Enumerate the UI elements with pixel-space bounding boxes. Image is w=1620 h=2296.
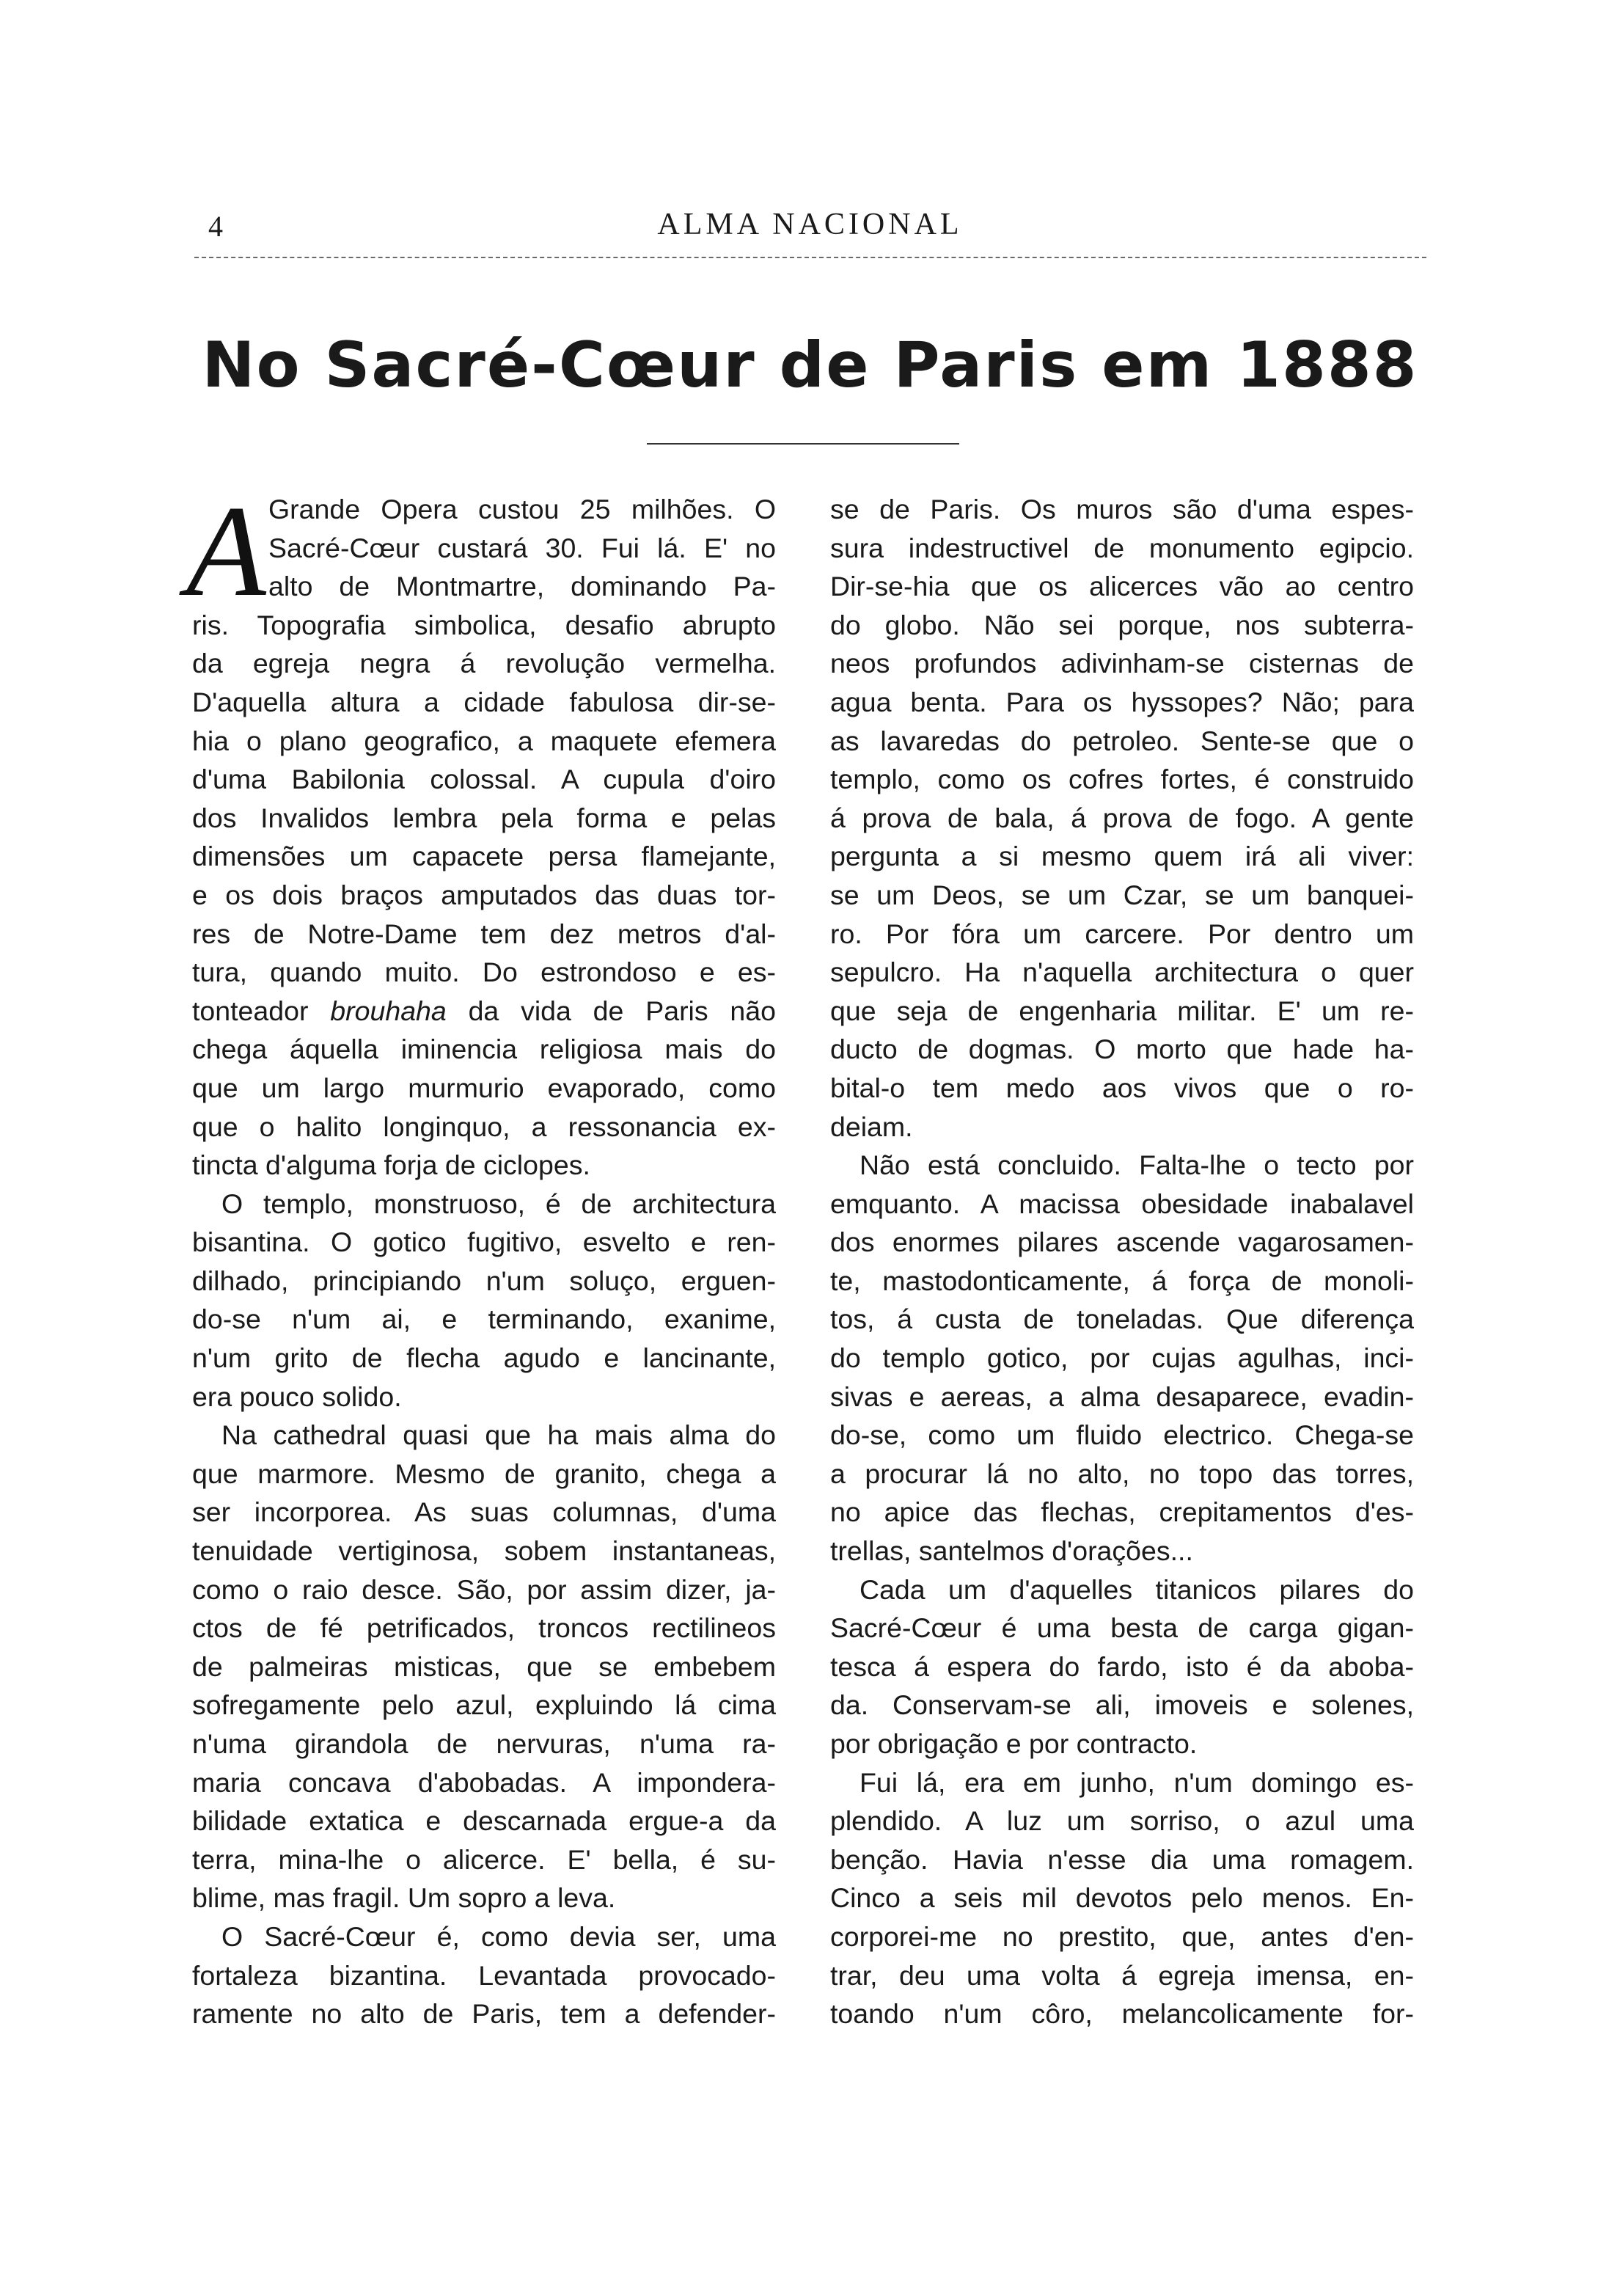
text-line: sepulcro. Ha n'aquella architectura o quer: [830, 957, 1414, 988]
text-line: Grande Opera custou 25 milhões. O: [268, 494, 776, 524]
text-line: do-se, como um fluido electrico. Chega-se: [830, 1419, 1414, 1451]
text-line: da. Conservam-se ali, imoveis e solenes,: [830, 1689, 1414, 1721]
paragraph-6: [830, 1571, 1414, 1763]
text-line: bisantina. O gotico fugitivo, esvelto e ren-: [192, 1226, 776, 1258]
text-line: ctos de fé petrificados, troncos rectilineos: [192, 1612, 776, 1644]
paragraph-2: [192, 1185, 776, 1416]
text-line: da egreja negra á revolução vermelha.: [192, 648, 776, 679]
text-line: deiam.: [830, 1111, 913, 1142]
text-line: sura indestructivel de monumento egipcio.: [830, 532, 1414, 563]
text-line: te, mastodonticamente, á força de monoli-: [830, 1265, 1414, 1296]
paragraph-3: [192, 1416, 776, 1917]
text-line: a procurar lá no alto, no topo das torres,: [830, 1458, 1414, 1489]
text-line: alto de Montmartre, dominando Pa-: [268, 571, 776, 602]
text-line: ris. Topografia simbolica, desafio abrupto: [192, 609, 776, 640]
text-line: bilidade extatica e descarnada ergue-a da: [192, 1805, 776, 1837]
text-line: pergunta a si mesmo quem irá ali viver:: [830, 841, 1414, 872]
article-title: No Sacré-Cœur de Paris em 1888: [202, 329, 1418, 402]
text-line: no apice das flechas, crepitamentos d'es-: [830, 1496, 1414, 1528]
text-line: á prova de bala, á prova de fogo. A gente: [830, 802, 1414, 833]
text-line: Sacré-Cœur custará 30. Fui lá. E' no: [268, 532, 776, 563]
text-line: que o halito longinquo, a ressonancia ex-: [192, 1111, 776, 1142]
paragraph-4: [192, 1917, 776, 2033]
text-line: O templo, monstruoso, é de architectura: [221, 1188, 776, 1219]
text-line: trar, deu uma volta á egreja imensa, en-: [830, 1959, 1414, 1991]
text-line: ramente no alto de Paris, tem a defender-: [192, 1998, 776, 2030]
text-line: tesca á espera do fardo, isto é da aboba-: [830, 1650, 1414, 1682]
text-line: tenuidade vertiginosa, sobem instantaneas,: [192, 1535, 776, 1567]
left-column: [186, 478, 777, 2033]
text-line: ro. Por fóra um carcere. Por dentro um: [830, 918, 1414, 949]
text-line: como o raio desce. São, por assim dizer, ja-: [192, 1573, 776, 1605]
text-line: agua benta. Para os hyssopes? Não; para: [830, 686, 1414, 717]
text-line: por obrigação e por contracto.: [830, 1728, 1198, 1759]
paragraph-7: [830, 1763, 1414, 2033]
text-line: chega áquella iminencia religiosa mais do: [192, 1034, 776, 1065]
text-line: O Sacré-Cœur é, como devia ser, uma: [221, 1920, 776, 1952]
text-line: n'uma girandola de nervuras, n'uma ra-: [192, 1728, 776, 1759]
running-head: ALMA NACIONAL: [657, 208, 963, 241]
text-line: D'aquella altura a cidade fabulosa dir-se-: [192, 686, 776, 717]
text-line: sivas e aereas, a alma desaparece, evadin-: [830, 1381, 1414, 1412]
text-line: do-se n'um ai, e terminando, exanime,: [192, 1304, 776, 1335]
text-line: hia o plano geografico, a maquete efemera: [192, 725, 776, 756]
text-line: n'um grito de flecha agudo e lancinante,: [192, 1342, 776, 1374]
text-line: benção. Havia n'esse dia uma romagem.: [830, 1843, 1414, 1875]
right-column: [830, 490, 1414, 2033]
text-line: era pouco solido.: [192, 1381, 402, 1412]
text-line: corporei-me no prestito, que, antes d'en-: [830, 1920, 1414, 1952]
text-line: res de Notre-Dame tem dez metros d'al-: [192, 918, 776, 949]
text-line: blime, mas fragil. Um sopro a leva.: [192, 1882, 616, 1914]
page-number: 4: [208, 210, 224, 243]
italic-word: brouhaha: [330, 995, 447, 1026]
text-line: que marmore. Mesmo de granito, chega a: [192, 1458, 776, 1489]
text-line: Cinco a seis mil devotos pelo menos. En-: [830, 1882, 1414, 1914]
text-line: d'uma Babilonia colossal. A cupula d'oiro: [192, 764, 776, 795]
text-line: tincta d'alguma forja de ciclopes.: [192, 1149, 590, 1181]
text-line: templo, como os cofres fortes, é construido: [830, 764, 1414, 795]
text-line: de palmeiras misticas, que se embebem: [192, 1650, 776, 1682]
text-fragment: da vida de Paris não: [468, 995, 777, 1026]
text-line: dos Invalidos lembra pela forma e pelas: [192, 802, 776, 833]
text-line: neos profundos adivinham-se cisternas de: [830, 648, 1414, 679]
text-line: maria concava d'abobadas. A impondera-: [192, 1766, 776, 1798]
text-line: fortaleza bizantina. Levantada provocado-: [192, 1959, 776, 1991]
text-line: toando n'um côro, melancolicamente for-: [830, 1998, 1414, 2030]
text-line: [192, 992, 776, 1031]
text-line: Cada um d'aquelles titanicos pilares do: [860, 1573, 1414, 1605]
text-fragment: tonteador: [192, 995, 309, 1026]
text-line: do globo. Não sei porque, nos subterra-: [830, 609, 1414, 640]
paragraph-4-continued: [830, 490, 1414, 1146]
text-line: Dir-se-hia que os alicerces vão ao centro: [830, 571, 1414, 602]
text-line: as lavaredas do petroleo. Sente-se que o: [830, 725, 1414, 756]
paragraph-5: [830, 1146, 1414, 1571]
text-line: trellas, santelmos d'orações...: [830, 1535, 1193, 1567]
text-line: tura, quando muito. Do estrondoso e es-: [192, 957, 776, 988]
drop-cap: A: [186, 478, 266, 624]
text-line: Não está concluido. Falta-lhe o tecto por: [860, 1149, 1414, 1181]
text-line: e os dois braços amputados das duas tor-: [192, 879, 776, 910]
text-line: que seja de engenharia militar. E' um re-: [830, 995, 1414, 1026]
text-line: Fui lá, era em junho, n'um domingo es-: [860, 1766, 1414, 1798]
text-line: se de Paris. Os muros são d'uma espes-: [830, 494, 1414, 524]
text-line: ducto de dogmas. O morto que hade ha-: [830, 1034, 1414, 1065]
text-line: se um Deos, se um Czar, se um banquei-: [830, 879, 1414, 910]
text-line: dimensões um capacete persa flamejante,: [192, 841, 776, 872]
title-rule: [647, 443, 959, 445]
text-line: terra, mina-lhe o alicerce. E' bella, é su-: [192, 1843, 776, 1875]
text-line: ser incorporea. As suas columnas, d'uma: [192, 1496, 776, 1528]
text-line: do templo gotico, por cujas agulhas, inci-: [830, 1342, 1414, 1374]
text-line: dilhado, principiando n'um soluço, erguen-: [192, 1265, 776, 1296]
text-line: emquanto. A macissa obesidade inabalavel: [830, 1188, 1414, 1219]
text-line: que um largo murmurio evaporado, como: [192, 1072, 776, 1103]
text-line: sofregamente pelo azul, expluindo lá cima: [192, 1689, 776, 1721]
paragraph-1: [186, 478, 777, 1185]
text-line: Sacré-Cœur é uma besta de carga gigan-: [830, 1612, 1414, 1644]
text-line: Na cathedral quasi que ha mais alma do: [221, 1419, 776, 1451]
text-line: dos enormes pilares ascende vagarosamen-: [830, 1226, 1414, 1258]
header-rule: [194, 257, 1426, 258]
text-line: plendido. A luz um sorriso, o azul uma: [830, 1805, 1414, 1837]
text-line: bital-o tem medo aos vivos que o ro-: [830, 1072, 1414, 1103]
text-line: tos, á custa de toneladas. Que diferença: [830, 1304, 1414, 1335]
